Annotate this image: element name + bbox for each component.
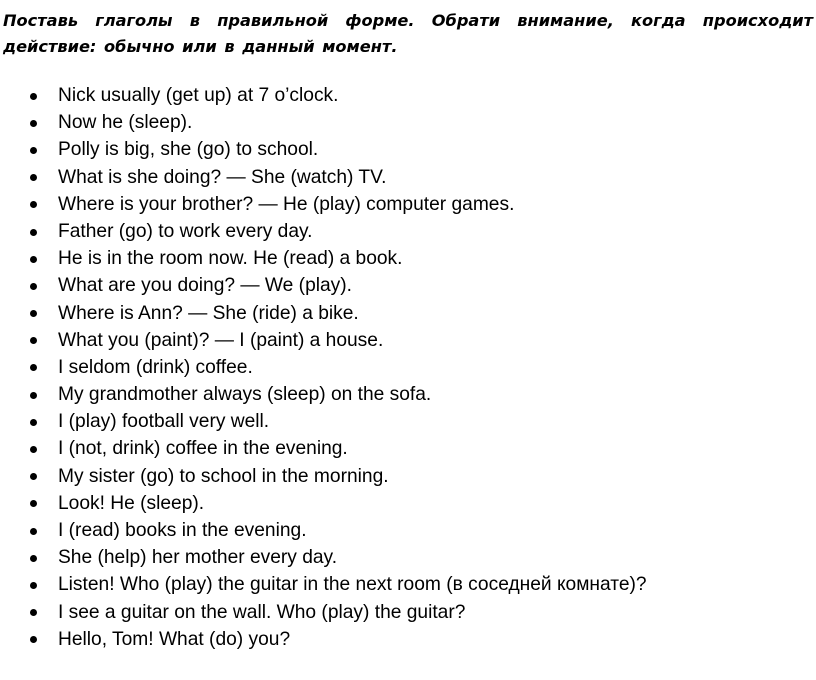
bullet-icon [30,419,37,426]
exercise-item [0,136,647,163]
exercise-item [0,82,647,109]
exercise-item [0,381,647,408]
bullet-icon [30,147,37,154]
exercise-item [0,272,647,299]
exercise-text: Father (go) to work every day. [58,220,313,242]
exercise-list [0,82,647,653]
exercise-text: I see a guitar on the wall. Who (play) the guitar? [58,601,466,623]
exercise-text: I (read) books in the evening. [58,520,307,541]
exercise-text: What you (paint)? — I (paint) a house. [58,329,384,351]
exercise-item [0,435,647,462]
bullet-icon [30,582,37,589]
bullet-icon [30,93,37,100]
exercise-item [0,300,647,327]
instructions-line-1: Поставь глаголы в правильной форме. Обрати внимание, когда происходит [3,11,813,30]
bullet-icon [30,636,37,643]
exercise-text: My grandmother always (sleep) on the sofa. [58,384,432,406]
exercise-item [0,599,647,626]
exercise-item [0,327,647,354]
bullet-icon [30,392,37,399]
bullet-icon [30,201,37,208]
exercise-text: I (not, drink) coffee in the evening. [58,438,348,460]
exercise-item [0,109,647,136]
exercise-text: I seldom (drink) coffee. [58,356,253,378]
bullet-icon [30,364,37,371]
exercise-text: I (play) football very well. [58,411,270,433]
bullet-icon [30,174,37,181]
exercise-text: What are you doing? — We (play). [58,275,352,297]
bullet-icon [30,609,37,616]
exercise-text: Hello, Tom! What (do) you? [58,628,291,650]
exercise-text: Where is your brother? — He (play) computer games. [58,193,515,215]
exercise-text: Listen! Who (play) the guitar in the next room (в соседней комнате)? [58,574,647,596]
exercise-text: Now he (sleep). [58,112,193,134]
exercise-text: What is she doing? — She (watch) TV. [58,166,387,188]
exercise-text: My sister (go) to school in the morning. [58,465,389,487]
exercise-item [0,408,647,435]
bullet-icon [30,555,37,562]
bullet-icon [30,283,37,290]
exercise-text: Where is Ann? — She (ride) a bike. [58,302,359,324]
bullet-icon [30,446,37,453]
exercise-text: Nick usually (get up) at 7 o’clock. [58,85,339,106]
exercise-item [0,354,647,381]
exercise-item [0,517,647,544]
bullet-icon [30,473,37,480]
exercise-item [0,571,647,598]
bullet-icon [30,120,37,127]
exercise-item [0,218,647,245]
bullet-icon [30,500,37,507]
exercise-item [0,626,647,653]
bullet-icon [30,310,37,317]
instructions-heading [3,8,813,60]
exercise-text: She (help) her mother every day. [58,547,338,569]
exercise-text: Look! He (sleep). [58,492,205,514]
bullet-icon [30,256,37,263]
bullet-icon [30,229,37,236]
exercise-item [0,490,647,517]
bullet-icon [30,337,37,344]
bullet-icon [30,528,37,535]
exercise-item [0,191,647,218]
exercise-item [0,164,647,191]
exercise-text: Polly is big, she (go) to school. [58,139,319,161]
exercise-item [0,463,647,490]
exercise-item [0,544,647,571]
instructions-line-2: действие: обычно или в данный момент. [3,37,398,56]
exercise-item [0,245,647,272]
exercise-text: He is in the room now. He (read) a book. [58,248,403,270]
